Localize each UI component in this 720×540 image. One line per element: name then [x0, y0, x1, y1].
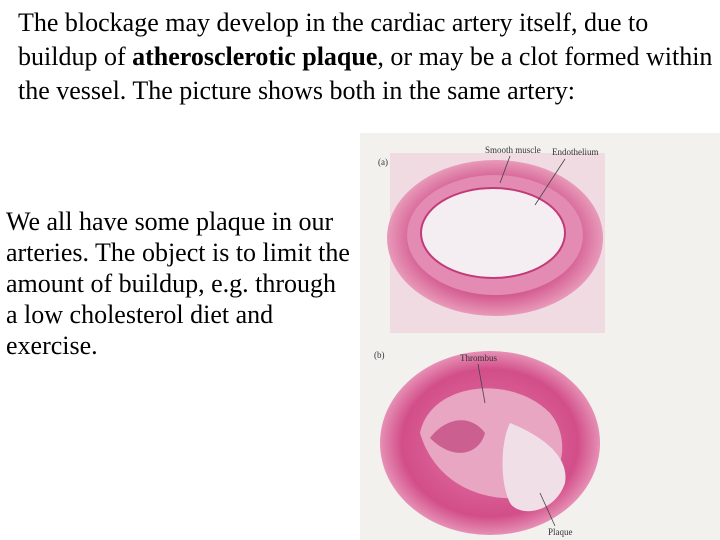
smooth-muscle-label: Smooth muscle	[485, 145, 541, 155]
artery-micrographs	[360, 133, 720, 540]
advice-paragraph: We all have some plaque in our arteries. The object is to limit the amount of buildup, e.g. through a low cholesterol diet and exercise.	[6, 207, 350, 360]
intro-text-end: , or may be a clot formed within the vessel. The picture shows both in the same artery:	[18, 42, 713, 105]
thrombus-label: Thrombus	[460, 353, 497, 363]
panel-a-tag: (a)	[378, 157, 388, 167]
panel-b	[374, 350, 600, 537]
panel-a	[378, 145, 605, 333]
intro-text-start: The blockage may develop in the cardiac artery itself, due to buildup of	[18, 8, 649, 71]
artery-cross-section-figure	[360, 133, 720, 540]
intro-paragraph	[18, 6, 718, 108]
lumen	[421, 188, 565, 278]
endothelium-label: Endothelium	[552, 147, 599, 157]
atherosclerotic-plaque-term: atherosclerotic plaque	[132, 42, 378, 71]
plaque-label: Plaque	[548, 527, 573, 537]
panel-b-tag: (b)	[374, 350, 385, 360]
